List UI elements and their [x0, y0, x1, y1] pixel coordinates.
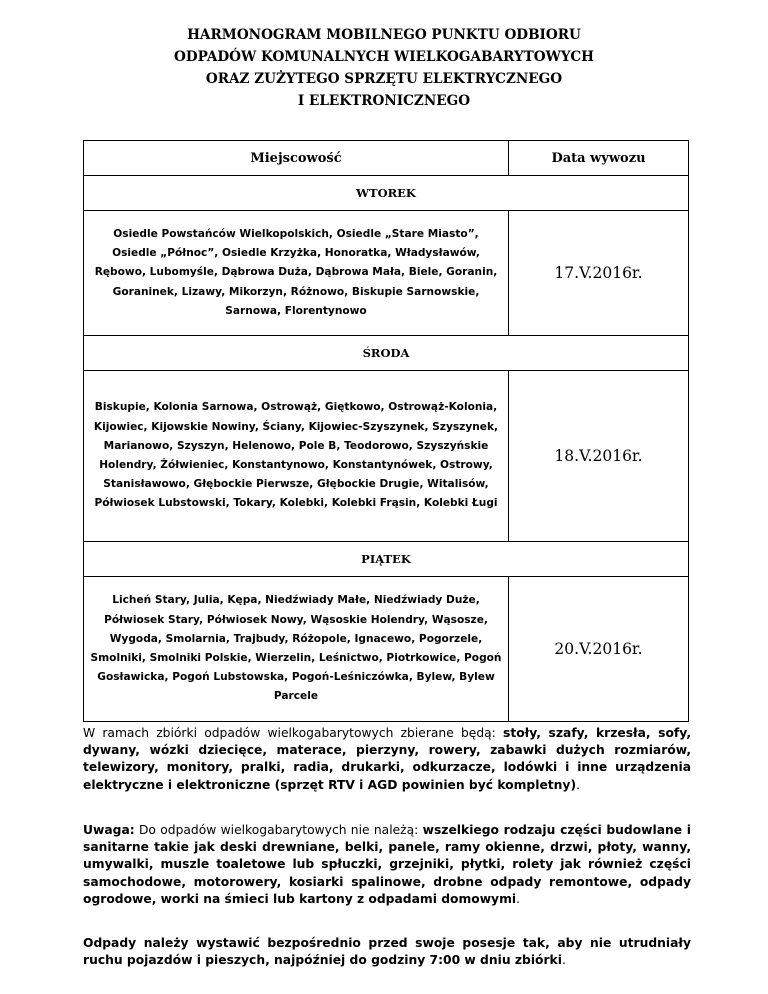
day-row-wednesday — [84, 336, 689, 371]
collected-items-paragraph — [83, 725, 691, 794]
date-cell: 20.V.2016r. — [509, 577, 689, 722]
excluded-items-list: wszelkiego rodzaju części budowlane i sanitarne takie jak deski drewniane, belki, panele, ramy okienne, drzwi, płoty, wanny, umywalki, muszle toaletowe lub spłuczki, grzejniki, płytki, rolety jak również części samochodowe, motorowery, kosiarki spalinowe, drobne odpady remontowe, odpady ogrodowe, worki na śmieci lub kartony z odpadami domowymi — [83, 823, 692, 906]
date-cell: 18.V.2016r. — [509, 371, 689, 542]
day-label: ŚRODA — [84, 336, 689, 371]
collected-intro: W ramach zbiórki odpadów wielkogabarytowych zbierane będą: — [83, 726, 504, 740]
warning-label: Uwaga: — [83, 823, 135, 837]
title-line-3: ORAZ ZUŻYTEGO SPRZĘTU ELEKTRYCZNEGO — [205, 71, 563, 87]
table-row — [84, 211, 689, 336]
excluded-intro: Do odpadów wielkogabarytowych nie należą: — [134, 823, 423, 837]
table-row — [84, 371, 689, 542]
schedule-table — [83, 140, 689, 722]
table-row — [84, 577, 689, 722]
places-cell: Biskupie, Kolonia Sarnowa, Ostrowąż, Giętkowo, Ostrowąż-Kolonia, Kijowiec, Kijowskie Nowiny, Ściany, Kijowiec-Szyszynek, Szyszynek, Marianowo, Szyszyn, Helenowo, Pole B, Teodorowo, Szyszyńskie Holendry, Żółwieniec, Konstantynowo, Konstantynówek, Ostrowy, Stanisławowo, Głębockie Pierwsze, Głębockie Drugie, Witalisów, Półwiosek Lubstowski, Tokary, Kolebki, Kolebki Frąsin, Kolebki Ługi — [84, 371, 509, 542]
document-title — [0, 24, 768, 112]
places-cell: Osiedle Powstańców Wielkopolskich, Osiedle „Stare Miasto”, Osiedle „Północ”, Osiedle Krzyżka, Honoratka, Władysławów, Rębowo, Lubomyśle, Dąbrowa Duża, Dąbrowa Mała, Biele, Goranin, Goraninek, Lizawy, Mikorzyn, Różnowo, Biskupie Sarnowskie, Sarnowa, Florentynowo — [84, 211, 509, 336]
title-line-1: HARMONOGRAM MOBILNEGO PUNKTU ODBIORU — [187, 27, 581, 43]
excluded-end: . — [516, 891, 521, 906]
excluded-items-paragraph — [83, 822, 691, 908]
day-label: PIĄTEK — [84, 542, 689, 577]
table-header-row — [84, 141, 689, 176]
title-line-2: ODPADÓW KOMUNALNYCH WIELKOGABARYTOWYCH — [173, 49, 594, 65]
day-row-tuesday — [84, 176, 689, 211]
column-header-date: Data wywozu — [509, 141, 689, 176]
title-line-4: I ELEKTRONICZNEGO — [297, 93, 471, 109]
date-cell: 17.V.2016r. — [509, 211, 689, 336]
placement-instructions-paragraph — [83, 935, 691, 969]
placement-end: . — [561, 953, 566, 968]
column-header-location: Miejscowość — [84, 141, 509, 176]
places-cell: Licheń Stary, Julia, Kępa, Niedźwiady Małe, Niedźwiady Duże, Półwiosek Stary, Półwiosek Nowy, Wąsoskie Holendry, Wąsosze, Wygoda, Smolarnia, Trajbudy, Różopole, Ignacewo, Pogorzele, Smolniki, Smolniki Polskie, Wierzelin, Leśnictwo, Piotrkowice, Pogoń Gosławicka, Pogoń Lubstowska, Pogoń-Leśniczówka, Bylew, Bylew Parcele — [84, 577, 509, 722]
day-row-friday — [84, 542, 689, 577]
collected-end: . — [576, 777, 580, 792]
collected-items-list: stoły, szafy, krzesła, sofy, dywany, wózki dziecięce, materace, pierzyny, rowery, zabawki dużych rozmiarów, telewizory, monitory, pralki, radia, drukarki, odkurzacze, lodówki i inne urządzenia elektryczne i elektroniczne (sprzęt RTV i AGD powinien być kompletny) — [83, 726, 691, 792]
placement-instructions-text: Odpady należy wystawić bezpośrednio przed swoje posesje tak, aby nie utrudniały ruchu pojazdów i pieszych, najpóźniej do godziny 7:00 w dniu zbiórki — [83, 936, 691, 968]
day-label: WTOREK — [84, 176, 689, 211]
